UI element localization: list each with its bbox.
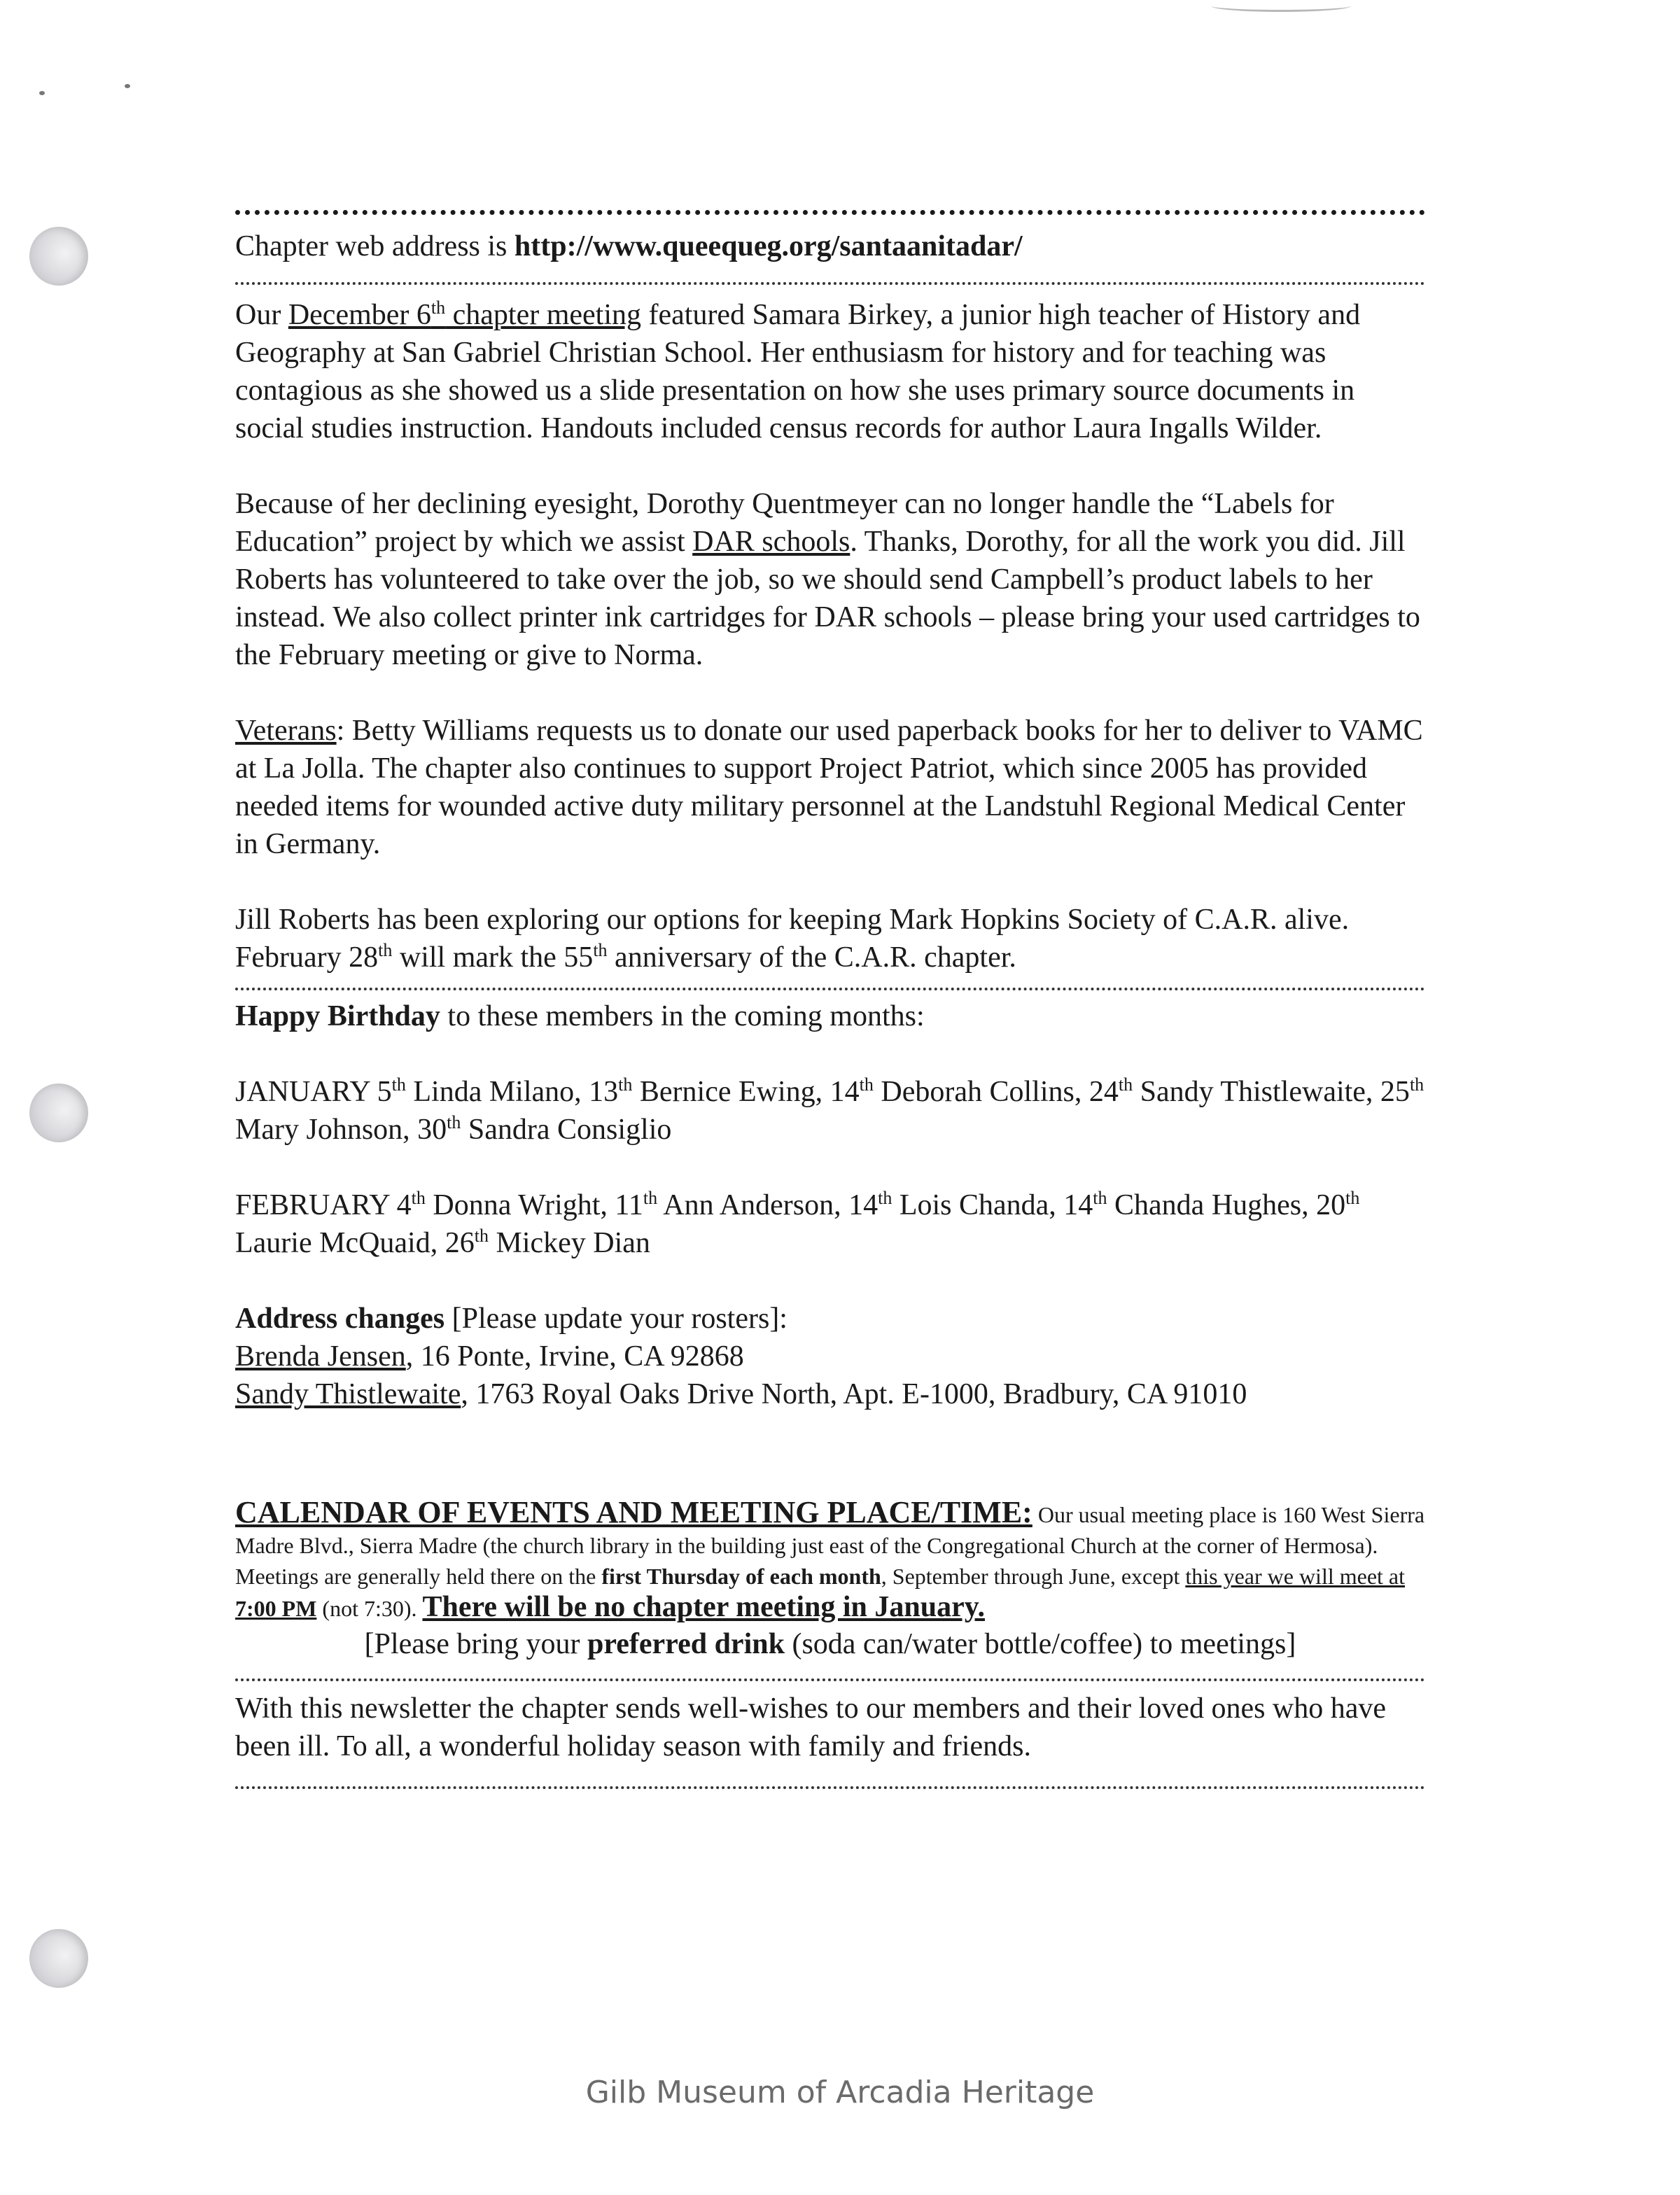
birthday-heading xyxy=(235,997,1425,1035)
superscript: th xyxy=(643,1188,658,1208)
meeting-time: 7:00 PM xyxy=(235,1596,317,1621)
superscript: th xyxy=(378,940,393,960)
text: featured Samara Birkey, a junior high teacher of History and Geography at San Gabriel Christian School. Her enthusiasm for history and for teaching was contagious as she showed us a slide presentation on how she uses primary source documents in social studies instruction. Handouts included census records for author Laura Ingalls Wilder. xyxy=(235,299,1361,444)
drink-reminder xyxy=(235,1625,1425,1663)
superscript: th xyxy=(430,297,446,318)
text: to these members in the coming months: xyxy=(440,1000,925,1032)
meeting-day: first Thursday of each month xyxy=(601,1564,881,1589)
superscript: th xyxy=(878,1188,892,1208)
divider xyxy=(235,1678,1425,1681)
binder-hole-middle xyxy=(29,1084,88,1142)
preferred-drink: preferred drink xyxy=(587,1628,785,1660)
member-address: , 16 Ponte, Irvine, CA 92868 xyxy=(405,1340,744,1373)
scan-mark xyxy=(1211,0,1351,12)
newsletter-page xyxy=(235,210,1425,1789)
superscript: th xyxy=(411,1188,426,1208)
superscript: th xyxy=(1118,1074,1133,1095)
text: [Please update your rosters]: xyxy=(444,1303,788,1335)
text: JANUARY 5 xyxy=(235,1076,392,1108)
text: anniversary of the C.A.R. chapter. xyxy=(607,941,1016,974)
text: chapter meeting xyxy=(445,299,641,331)
text: Ann Anderson, 14 xyxy=(657,1189,878,1221)
superscript: th xyxy=(1093,1188,1107,1208)
superscript: th xyxy=(447,1112,461,1132)
text: (soda can/water bottle/coffee) to meetings] xyxy=(784,1628,1296,1660)
closing-message: With this newsletter the chapter sends well-wishes to our members and their loved ones who have been ill. To all, a wonderful holiday season with family and friends. xyxy=(235,1692,1387,1762)
scan-speck xyxy=(125,84,130,88)
text: : Betty Williams requests us to donate our used paperback books for her to deliver to VAMC at La Jolla. The chapter also continues to support Project Patriot, which since 2005 has provided needed items for wounded active duty military personnel at the Landstuhl Regional Medical Center in Germany. xyxy=(235,715,1423,860)
paragraph-veterans xyxy=(235,712,1425,863)
text: Because of her declining eyesight, Dorothy Quentmeyer can no longer handle the “Labels for Education” project by which we assist xyxy=(235,488,1334,558)
birthdays-february xyxy=(235,1186,1425,1262)
text: Jill Roberts has been exploring our options for keeping Mark Hopkins Society of C.A.R. alive. February 28 xyxy=(235,904,1350,974)
binder-hole-top xyxy=(29,227,88,286)
superscript: th xyxy=(618,1074,633,1095)
text: Chanda Hughes, 20 xyxy=(1107,1189,1346,1221)
text: [Please bring your xyxy=(364,1628,588,1660)
veterans-label: Veterans xyxy=(235,715,337,747)
text: Deborah Collins, 24 xyxy=(873,1076,1119,1108)
text: will mark the 55 xyxy=(392,941,594,974)
web-address-prefix: Chapter web address is xyxy=(235,230,514,262)
calendar-heading: CALENDAR OF EVENTS AND MEETING PLACE/TIME: xyxy=(235,1495,1032,1529)
text: Sandy Thistlewaite, 25 xyxy=(1133,1076,1410,1108)
calendar-section xyxy=(235,1497,1425,1624)
paragraph-car xyxy=(235,901,1425,976)
text: Donna Wright, 11 xyxy=(425,1189,643,1221)
text: Linda Milano, 13 xyxy=(405,1076,619,1108)
dar-schools-link: DAR schools xyxy=(692,526,850,558)
text: . Thanks, Dorothy, for all the work you did. Jill Roberts has volunteered to take over the job, so we should send Campbell’s product labels to her instead. We also collect printer ink cartridges for DAR schools – please bring your used cartridges to the February meeting or give to Norma. xyxy=(235,526,1420,671)
member-name: Brenda Jensen xyxy=(235,1340,406,1373)
address-changes-heading xyxy=(235,1300,1425,1338)
text: December 6 xyxy=(288,299,431,331)
text: Mickey Dian xyxy=(488,1227,650,1259)
text: Mary Johnson, 30 xyxy=(235,1114,447,1146)
text: Our usual meeting place is 160 West Sierra Madre Blvd., Sierra Madre (the church library in the building just east of the Congregational Church at the corner of Hermosa). Meetings are generally held there on the xyxy=(235,1502,1425,1589)
divider xyxy=(235,1786,1425,1789)
paragraph-december-meeting xyxy=(235,296,1425,447)
address-entry xyxy=(235,1338,1425,1375)
divider xyxy=(235,210,1425,215)
text: (not 7:30). xyxy=(316,1596,423,1621)
happy-birthday: Happy Birthday xyxy=(235,1000,440,1032)
divider xyxy=(235,282,1425,285)
web-address-url[interactable]: http://www.queequeg.org/santaanitadar/ xyxy=(514,230,1023,262)
member-name: Sandy Thistlewaite xyxy=(235,1378,461,1410)
no-january-meeting-notice: There will be no chapter meeting in January. xyxy=(422,1591,985,1623)
member-address: , 1763 Royal Oaks Drive North, Apt. E-1000, Bradbury, CA 91010 xyxy=(461,1378,1247,1410)
binder-hole-bottom xyxy=(29,1929,88,1988)
address-changes-label: Address changes xyxy=(235,1303,445,1335)
text: this year we will meet at xyxy=(1185,1564,1405,1589)
text: Our xyxy=(235,299,288,331)
text: , September through June, except xyxy=(881,1564,1186,1589)
superscript: th xyxy=(1345,1188,1360,1208)
december-meeting-link xyxy=(288,299,641,331)
superscript: th xyxy=(474,1226,489,1246)
birthdays-january xyxy=(235,1073,1425,1149)
text: Lois Chanda, 14 xyxy=(892,1189,1093,1221)
address-entry xyxy=(235,1375,1425,1413)
divider xyxy=(235,988,1425,990)
paragraph-labels-for-education xyxy=(235,485,1425,674)
text: FEBRUARY 4 xyxy=(235,1189,412,1221)
superscript: th xyxy=(391,1074,406,1095)
scan-speck xyxy=(39,91,45,95)
superscript: th xyxy=(593,940,608,960)
text: Sandra Consiglio xyxy=(461,1114,672,1146)
web-address-line xyxy=(235,227,1425,265)
superscript: th xyxy=(859,1074,874,1095)
text: Laurie McQuaid, 26 xyxy=(235,1227,475,1259)
archive-footer: Gilb Museum of Arcadia Heritage xyxy=(585,2075,1095,2110)
superscript: th xyxy=(1409,1074,1424,1095)
text: Bernice Ewing, 14 xyxy=(632,1076,860,1108)
